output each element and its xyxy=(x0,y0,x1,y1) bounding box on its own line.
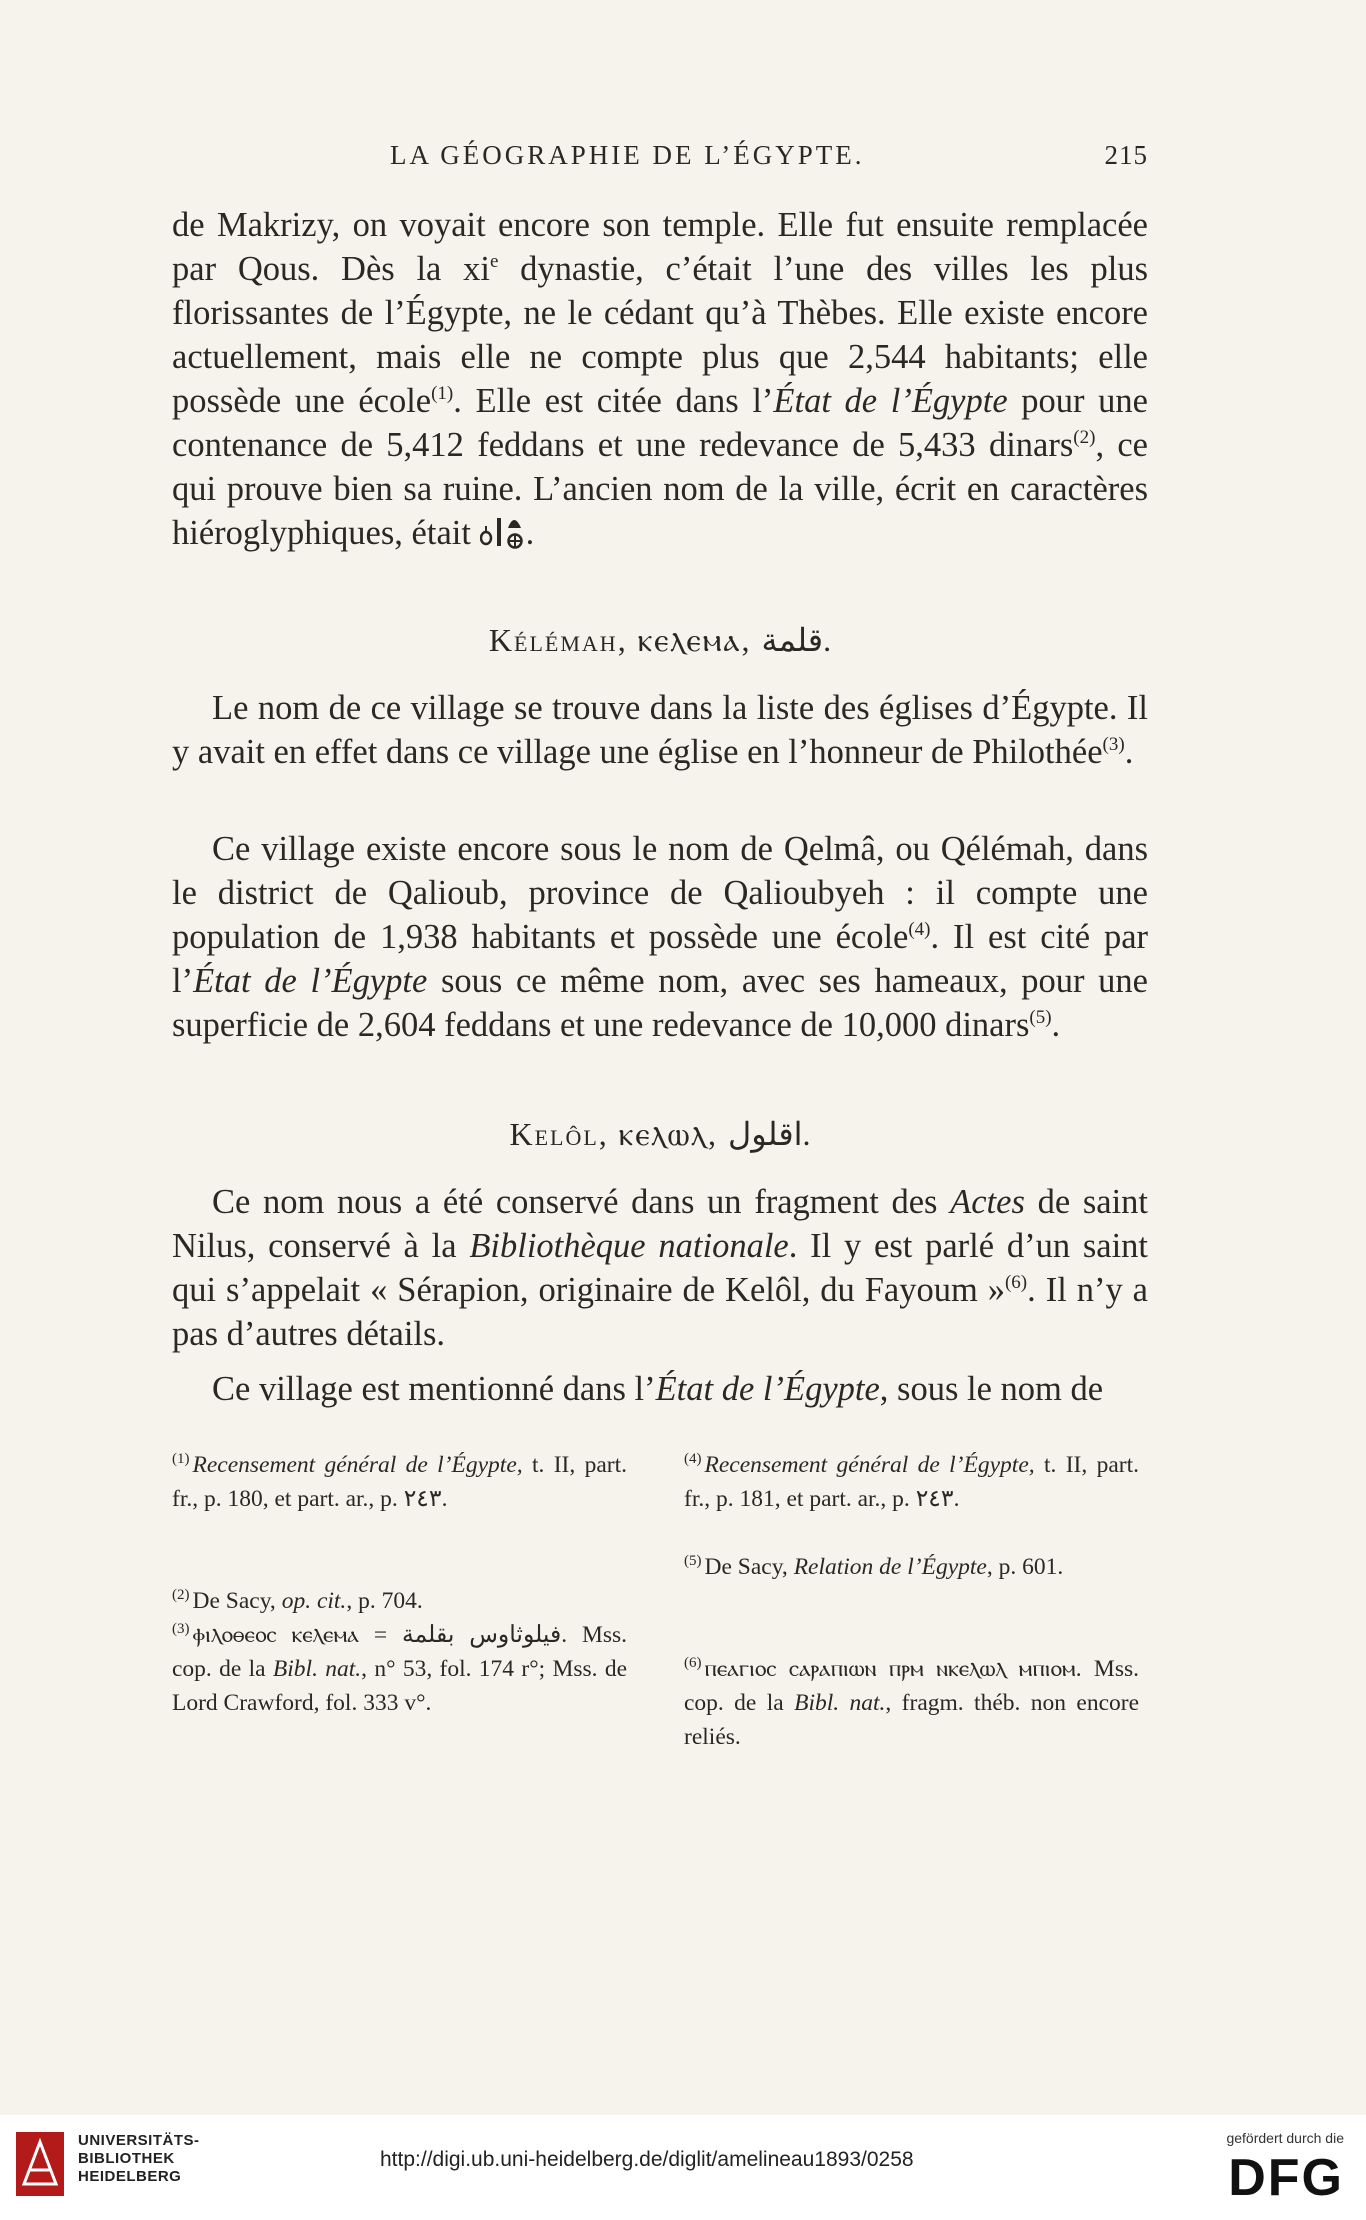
paragraph-kous: de Makrizy, on voyait encore son temple. Elle fut ensuite remplacée par Qous. Dès la $xi^e$ dynastie, c’était l’une des villes les plus florissantes de l’Égypte, ne le cédant qu’à Thèbes. Elle existe encore actuellement, mais elle ne compte plus que 2,544 habitants; elle possède une école$^{(1)}$. Elle est citée dans l’État de l’Égypte pour une contenance de 5,412 feddans et une redevance de 5,433 dinars$^{(2)}$, ce qui prouve bien sa ruine. L’ancien nom de la ville, écrit en caractères hiéroglyphiques, était . xyxy=(172,206,1148,552)
dfg-logo: DFG xyxy=(1228,2149,1344,2207)
footnote-6: $^{(6)}$ ⲡⲉⲁⲅⲓⲟⲥ ⲥⲁⲣⲁⲡⲓⲱⲛ ⲡⲣⲙ ⲛⲕⲉⲗⲱⲗ ⲙⲡⲓⲟⲙ. Mss. cop. de la Bibl. nat., fragm. théb. non encore reliés. xyxy=(684,1655,1139,1750)
section-heading-kelol: Kelôl, ⲕⲉⲗⲱⲗ, اقلول. xyxy=(509,1116,811,1152)
footnote-ref-1: (1) xyxy=(431,383,454,404)
page-number: 215 xyxy=(1104,140,1148,170)
hieroglyph-icon xyxy=(480,512,526,552)
footnote-3: $^{(3)}$ ⲫⲓⲗⲟⲑⲉⲟⲥ ⲕⲉⲗⲉⲙⲁ = فيلوثاوس بقلمة. Mss. cop. de la Bibl. nat., n° 53, fol. 174 r°; Mss. de Lord Crawford, fol. 333 v°. xyxy=(172,1621,628,1716)
footnote-ref-5: (5) xyxy=(1029,1007,1052,1028)
footnote-ref-2: (2) xyxy=(1073,427,1096,448)
running-header: LA GÉOGRAPHIE DE L’ÉGYPTE. xyxy=(390,140,865,170)
library-name-line-2: BIBLIOTHEK xyxy=(78,2150,175,2167)
footnote-5: $^{(5)}$ De Sacy, Relation de l’Égypte, p. 601. xyxy=(684,1553,1064,1580)
library-name-line-1: UNIVERSITÄTS- xyxy=(78,2132,200,2149)
footnote-ref-3: (3) xyxy=(1102,734,1125,755)
footnote-ref-6: (6) xyxy=(1004,1272,1028,1293)
footnote-2: $^{(2)}$ De Sacy, op. cit., p. 704. xyxy=(172,1587,423,1614)
section-heading-kelemah: Kélémah, ⲕⲉⲗⲉⲙⲁ, قلمة. xyxy=(488,622,832,658)
paragraph-qelma: Ce village existe encore sous le nom de Qelmâ, ou Qélémah, dans le district de Qalioub, province de Qalioubyeh : il compte une population de 1,938 habitants et possède une école$^{(4)}$. Il est cité par l’État de l’Égypte sous ce même nom, avec ses hameaux, pour une superficie de 2,604 feddans et une redevance de 10,000 dinars$^{(5)}$. xyxy=(172,830,1148,1044)
paragraph-churches: Le nom de ce village se trouve dans la liste des églises d’Égypte. Il y avait en effet dans ce village une église en l’honneur de Philothée$^{(3)}$. xyxy=(172,689,1148,771)
footnote-4: $^{(4)}$ Recensement général de l’Égypte, t. II, part. fr., p. 181, et part. ar., p. ٢٤٣. xyxy=(684,1451,1139,1512)
funding-label: gefördert durch die xyxy=(1226,2130,1344,2146)
university-seal-icon xyxy=(14,2130,66,2198)
permalink[interactable]: http://digi.ub.uni-heidelberg.de/diglit/amelineau1893/0258 xyxy=(380,2148,914,2171)
paragraph-nilus: Ce nom nous a été conservé dans un fragment des Actes de saint Nilus, conservé à la Bibliothèque nationale. Il y est parlé d’un saint qui s’appelait « Sérapion, originaire de Kelôl, du Fayoum »$^{(6)}$. Il n’y a pas d’autres détails. xyxy=(172,1183,1149,1353)
footnote-1: $^{(1)}$ Recensement général de l’Égypte, t. II, part. fr., p. 180, et part. ar., p. ٢٤٣. xyxy=(172,1451,627,1512)
footnote-ref-4: (4) xyxy=(908,919,931,940)
library-name-line-3: HEIDELBERG xyxy=(78,2168,182,2185)
paragraph-mention: Ce village est mentionné dans l’État de l’Égypte, sous le nom de xyxy=(212,1370,1104,1408)
